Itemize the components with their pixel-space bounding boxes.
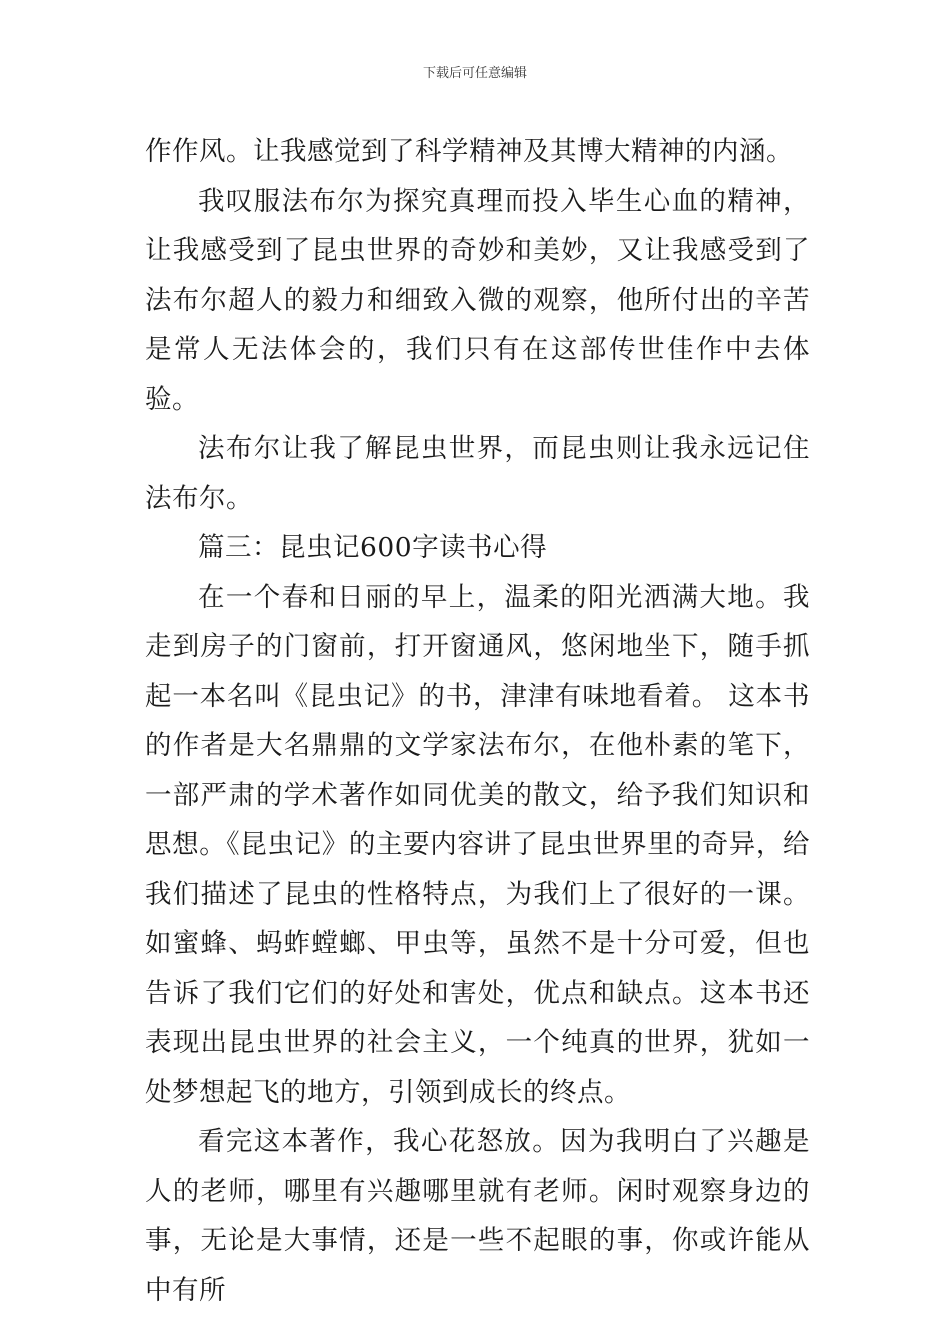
document-body	[145, 127, 810, 1315]
section-heading: 篇三：昆虫记600字读书心得	[198, 532, 548, 563]
page-header-note: 下载后可任意编辑	[422, 66, 527, 81]
paragraph-2: 我叹服法布尔为探究真理而投入毕生心血的精神，让我感受到了昆虫世界的奇妙和美妙，又让我感受到了法布尔超人的毅力和细致入微的观察，他所付出的辛苦是常人无法体会的，我们只有在这部传世佳作中去体验。	[145, 185, 810, 415]
paragraph-3: 法布尔让我了解昆虫世界，而昆虫则让我永远记住法布尔。	[145, 433, 810, 514]
paragraph-4: 在一个春和日丽的早上，温柔的阳光洒满大地。我走到房子的门窗前，打开窗通风，悠闲地坐下，随手抓起一本名叫《昆虫记》的书，津津有味地看着。 这本书的作者是大名鼎鼎的文学家法布尔，在他朴素的笔下，一部严肃的学术著作如同优美的散文，给予我们知识和思想。《昆虫记》的主要内容讲了昆虫世界里的奇异，给我们描述了昆虫的性格特点，为我们上了很好的一课。如蜜蜂、蚂蚱螳螂、甲虫等，虽然不是十分可爱，但也告诉了我们它们的好处和害处，优点和缺点。这本书还表现出昆虫世界的社会主义，一个纯真的世界，犹如一处梦想起飞的地方，引领到成长的终点。	[145, 581, 810, 1108]
paragraph-5: 看完这本著作，我心花怒放。因为我明白了兴趣是人的老师，哪里有兴趣哪里就有老师。闲时观察身边的事，无论是大事情，还是一些不起眼的事，你或许能从中有所	[145, 1126, 810, 1306]
paragraph-1: 作作风。让我感觉到了科学精神及其博大精神的内涵。	[145, 136, 793, 167]
